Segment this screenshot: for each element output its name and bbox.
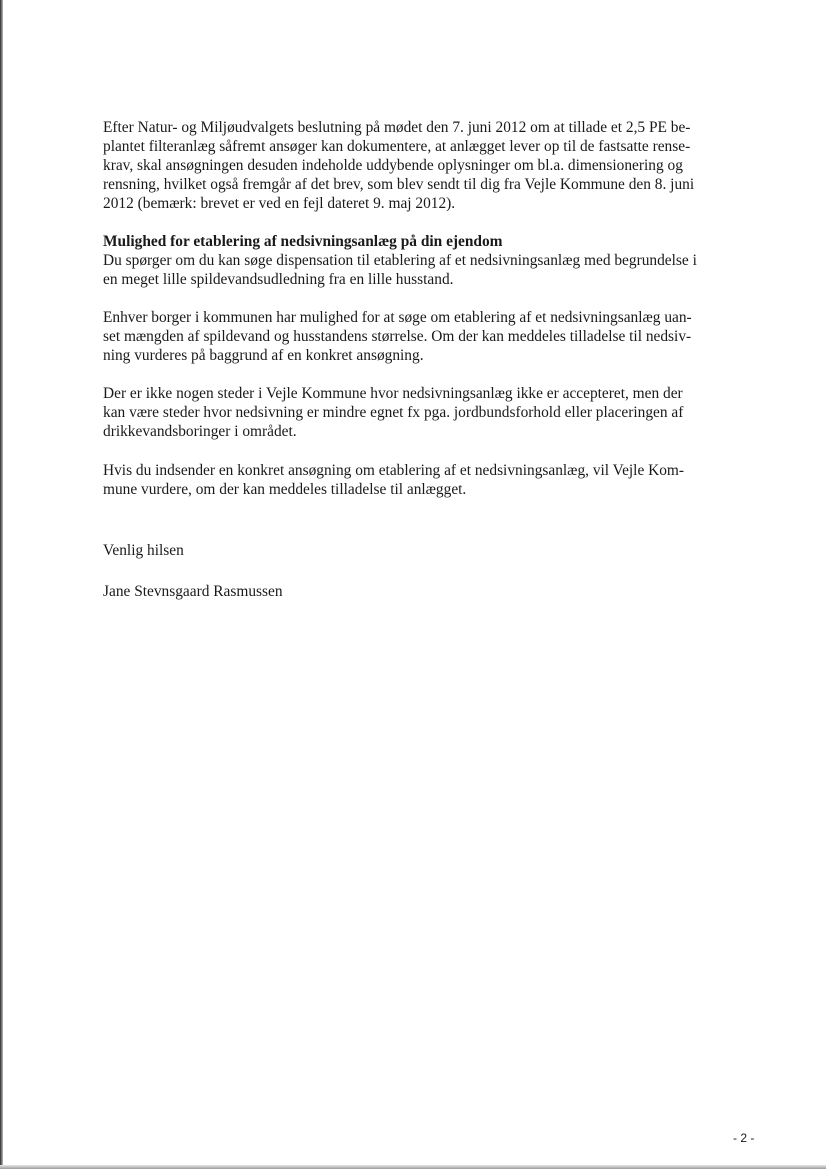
paragraph-line: krav, skal ansøgningen desuden indeholde uddybende oplysninger om bl.a. dimensionering og xyxy=(103,157,683,174)
closing-greeting: Venlig hilsen xyxy=(103,542,184,559)
paragraph-line: set mængden af spildevand og husstandens størrelse. Om der kan meddeles tilladelse til nedsiv- xyxy=(103,328,692,345)
paragraph-line: rensning, hvilket også fremgår af det brev, som blev sendt til dig fra Vejle Kommune den 8. juni xyxy=(103,176,695,193)
page-edge-left xyxy=(0,0,3,1169)
paragraph-line: en meget lille spildevandsudledning fra en lille husstand. xyxy=(103,271,454,288)
page-edge-bottom xyxy=(0,1165,826,1169)
paragraph-line: mune vurdere, om der kan meddeles tilladelse til anlægget. xyxy=(103,481,467,498)
paragraph-line: 2012 (bemærk: brevet er ved en fejl dateret 9. maj 2012). xyxy=(103,195,456,212)
signature-name: Jane Stevnsgaard Rasmussen xyxy=(103,583,283,600)
paragraph-line: Du spørger om du kan søge dispensation til etablering af et nedsivningsanlæg med begrundelse i xyxy=(103,252,697,269)
paragraph-line: Efter Natur- og Miljøudvalgets beslutning på mødet den 7. juni 2012 om at tillade et 2,5 PE be- xyxy=(103,119,691,136)
section-heading: Mulighed for etablering af nedsivningsanlæg på din ejendom xyxy=(103,233,503,250)
page-number: - 2 - xyxy=(733,1131,755,1145)
paragraph-line: kan være steder hvor nedsivning er mindre egnet fx pga. jordbundsforhold eller placeringen af xyxy=(103,404,684,421)
paragraph-line: drikkevandsboringer i området. xyxy=(103,423,297,440)
paragraph-line: ning vurderes på baggrund af en konkret ansøgning. xyxy=(103,347,424,364)
paragraph-line: Der er ikke nogen steder i Vejle Kommune hvor nedsivningsanlæg ikke er accepteret, men der xyxy=(103,385,683,402)
paragraph-line: Enhver borger i kommunen har mulighed for at søge om etablering af et nedsivningsanlæg uan- xyxy=(103,309,692,326)
paragraph-line: plantet filteranlæg såfremt ansøger kan dokumentere, at anlægget lever op til de fastsatte rense- xyxy=(103,138,691,155)
paragraph-line: Hvis du indsender en konkret ansøgning om etablering af et nedsivningsanlæg, vil Vejle Kom- xyxy=(103,462,685,479)
